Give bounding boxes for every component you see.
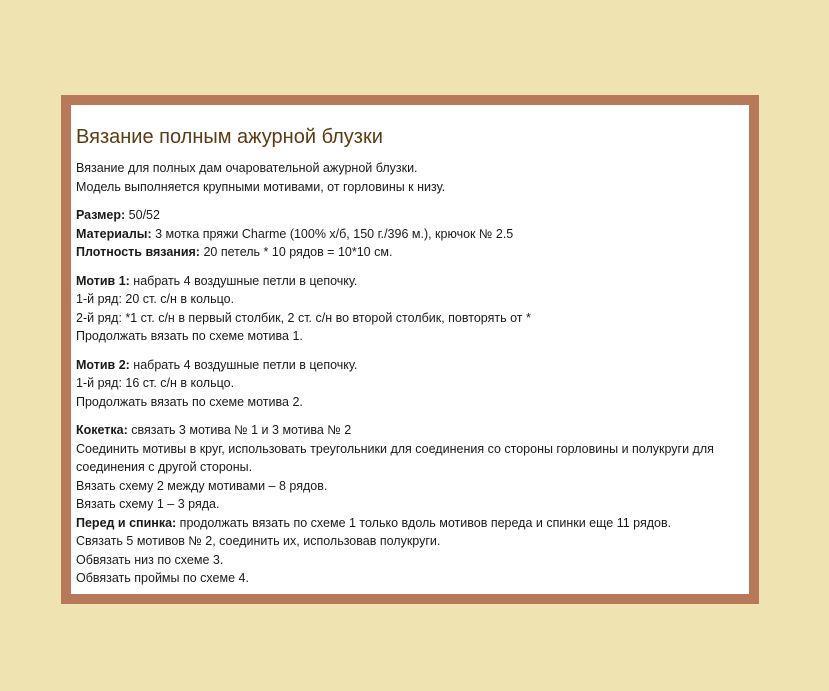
size-line	[76, 206, 745, 225]
yoke-step: Соединить мотивы в круг, использовать треугольники для соединения со стороны горловины и полукруги для соединения с другой стороны.	[76, 441, 714, 474]
specs-paragraph	[76, 206, 745, 262]
motif1-value: набрать 4 воздушные петли в цепочку.	[129, 273, 358, 288]
size-label: Размер:	[76, 208, 126, 222]
motif2-step: Продолжать вязать по схеме мотива 2.	[76, 394, 303, 409]
yoke-step: Вязать схему 1 – 3 ряда.	[76, 497, 220, 511]
materials-label: Материалы:	[76, 226, 152, 241]
intro-paragraph	[76, 159, 745, 196]
motif1-paragraph	[76, 272, 745, 346]
size-value: 50/52	[125, 208, 160, 222]
front-back-heading-line	[76, 514, 745, 533]
motif2-heading-line	[76, 356, 745, 375]
materials-value: 3 мотка пряжи Charme (100% х/б, 150 г./396 м.), крючок № 2.5	[151, 226, 514, 241]
yoke-paragraph	[76, 421, 745, 588]
front-back-step: Обвязать низ по схеме 3.	[76, 552, 224, 567]
yoke-step: Вязать схему 2 между мотивами – 8 рядов.	[76, 478, 328, 493]
materials-line	[76, 225, 745, 244]
motif1-heading-line	[76, 272, 745, 291]
front-back-value: продолжать вязать по схеме 1 только вдоль мотивов переда и спинки еще 11 рядов.	[176, 515, 672, 530]
article-title: Вязание полным ажурной блузки	[76, 126, 383, 148]
density-line	[76, 243, 745, 262]
motif2-paragraph	[76, 356, 745, 412]
motif1-label: Мотив 1:	[76, 273, 130, 288]
front-back-step: Обвязать проймы по схеме 4.	[76, 571, 249, 585]
motif2-value: набрать 4 воздушные петли в цепочку.	[129, 357, 358, 372]
motif1-step: 2-й ряд: *1 ст. с/н в первый столбик, 2 ст. с/н во второй столбик, повторять от *	[76, 310, 531, 325]
yoke-heading-line	[76, 421, 745, 440]
intro-line: Вязание для полных дам очаровательной ажурной блузки.	[76, 161, 418, 175]
yoke-value: связать 3 мотива № 1 и 3 мотива № 2	[127, 423, 352, 437]
density-value: 20 петель * 10 рядов = 10*10 см.	[199, 245, 393, 259]
front-back-label: Перед и спинка:	[76, 515, 177, 530]
intro-line: Модель выполняется крупными мотивами, от горловины к низу.	[76, 179, 446, 194]
motif1-step: 1-й ряд: 20 ст. с/н в кольцо.	[76, 292, 235, 306]
motif2-label: Мотив 2:	[76, 357, 130, 372]
front-back-step: Связать 5 мотивов № 2, соединить их, использовав полукруги.	[76, 534, 441, 548]
motif1-step: Продолжать вязать по схеме мотива 1.	[76, 329, 303, 343]
density-label: Плотность вязания:	[76, 245, 200, 259]
article-card	[71, 105, 749, 594]
motif2-step: 1-й ряд: 16 ст. с/н в кольцо.	[76, 376, 235, 390]
yoke-label: Кокетка:	[76, 423, 128, 437]
article-frame	[61, 95, 759, 604]
